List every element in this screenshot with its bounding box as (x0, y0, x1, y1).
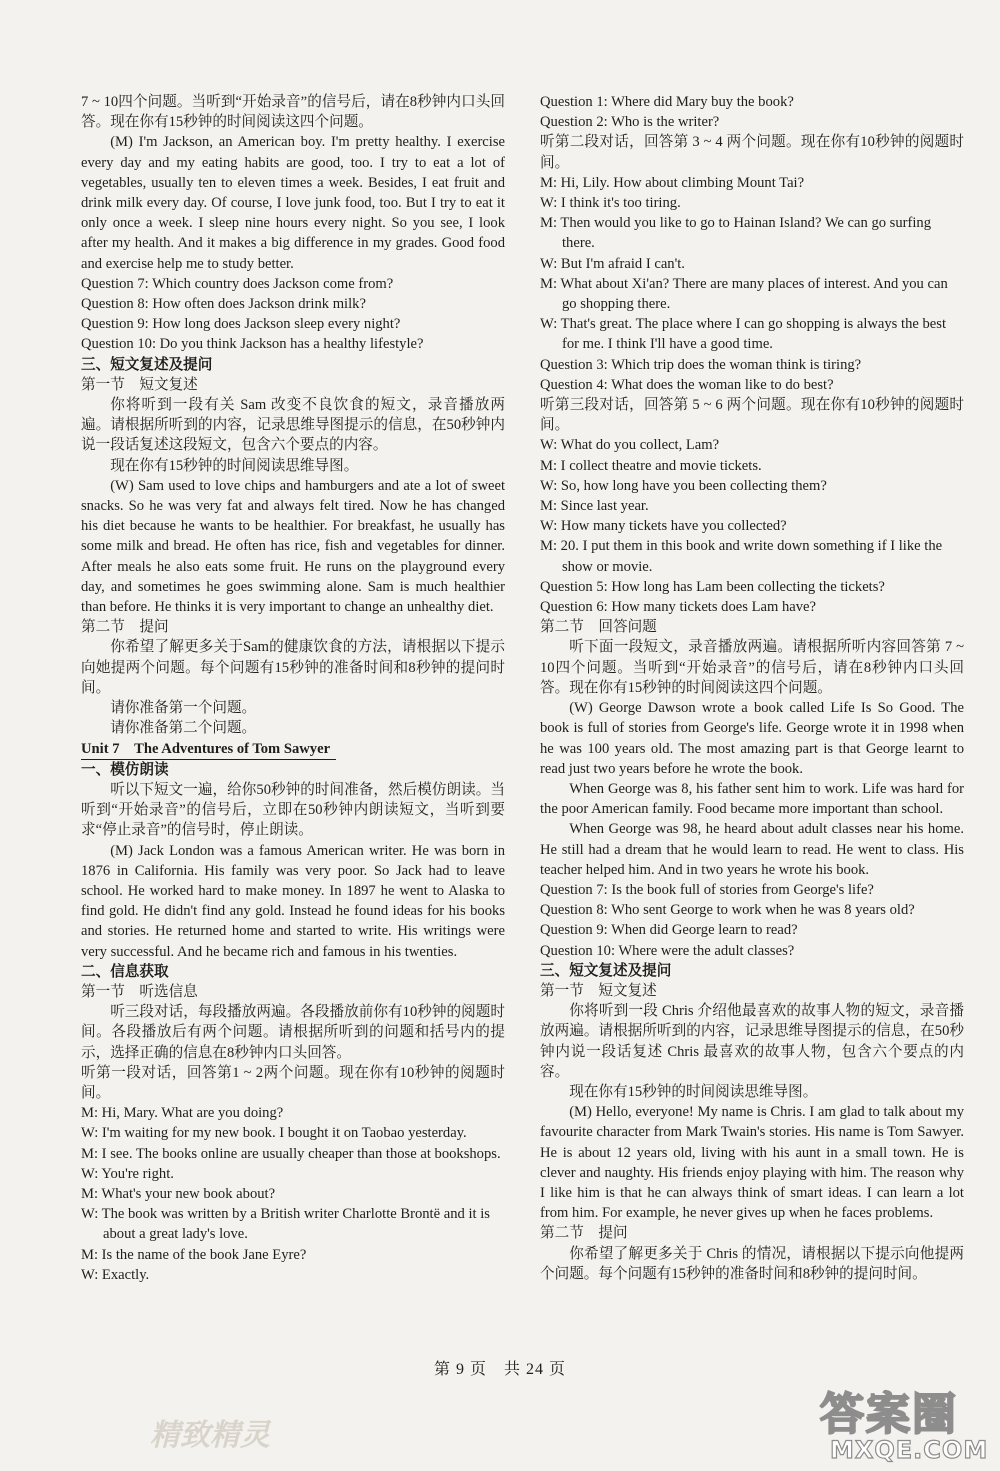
watermark-faded: 精致精灵 (150, 1418, 270, 1453)
watermark-logo-text: 答案圈 (820, 1389, 958, 1440)
paragraph: (W) Sam used to love chips and hamburgers and ate a lot of sweet snacks. So he was very fat and always felt tired. Now he has changed his diet because he wants to be healthier. For breakfast, he usually has some milk and bread. He often has rice, fish and vegetables for dinner. After meals he also eats some fruit. He runs on the playground every day, and sometimes he goes swimming alone. Sam is much healthier than before. He thinks it is very important to change an unhealthy diet. (81, 477, 505, 616)
subsection-heading: 第二节 回答问题 (540, 619, 657, 636)
left-column (81, 92, 505, 1285)
dialogue-line: W: That's great. The place where I can go shopping is always the best for me. I think I'll have a good time. (540, 316, 946, 353)
dialogue-line: M: Hi, Mary. What are you doing? (81, 1105, 284, 1122)
dialogue-line: M: Hi, Lily. How about climbing Mount Tai? (540, 174, 805, 191)
dialogue-line: M: Since last year. (540, 498, 649, 515)
dialogue-line: M: I see. The books online are usually cheaper than those at bookshops. (81, 1145, 501, 1162)
paragraph: (M) Jack London was a famous American writer. He was born in 1876 in California. His family was very poor. So Jack had to leave school. He worked hard to make money. In 1897 he went to Alaska to find gold. He didn't find any gold. Instead he found ideas for his books and stories. He returned home and started to write. His writings were very successful. And he became rich and famous in his twenties. (81, 842, 505, 960)
dialogue-line: W: The book was written by a British writer Charlotte Brontë and it is about a great lady's love. (81, 1206, 490, 1243)
question-line: Question 3: Which trip does the woman think is tiring? (540, 356, 862, 373)
dialogue-line: W: What do you collect, Lam? (540, 437, 720, 454)
paragraph: 你希望了解更多关于Sam的健康饮食的方法，请根据以下提示向她提两个问题。每个问题有15秒钟的准备时间和8秒钟的提问时间。 (81, 639, 505, 696)
watermark-url: MXQE.COM (830, 1436, 989, 1464)
paragraph: (W) George Dawson wrote a book called Life Is So Good. The book is full of stories from George's life. George wrote it in 1998 when he was 100 years old. The most amazing part is that George learnt to read just two years before he wrote the book. (540, 700, 964, 777)
subsection-heading: 第二节 提问 (540, 1225, 628, 1242)
watermark-logo (820, 1378, 990, 1466)
paragraph: 听下面一段短文，录音播放两遍。请根据所听内容回答第 7 ~ 10四个问题。当听到“开始录音”的信号后，请在8秒钟内口头回答。现在你有15秒钟的时间阅读这四个问题。 (540, 639, 964, 696)
paragraph: 听第一段对话，回答第1 ~ 2两个问题。现在你有10秒钟的阅题时间。 (81, 1064, 505, 1101)
paragraph: When George was 98, he heard about adult classes near his home. He still had a dream that he would learn to read. He went to class. His teacher helped him. And in two years he wrote his book. (540, 821, 964, 878)
dialogue-line: M: What's your new book about? (81, 1185, 276, 1202)
dialogue-line: M: I collect theatre and movie tickets. (540, 457, 762, 474)
dialogue-line: M: Is the name of the book Jane Eyre? (81, 1246, 307, 1263)
paragraph: 你将听到一段 Chris 介绍他最喜欢的故事人物的短文，录音播放两遍。请根据所听到的内容，记录思维导图提示的信息，在50秒钟内说一段话复述 Chris 最喜欢的故事人物，包含六个要点的内容。 (540, 1003, 964, 1080)
question-line: Question 2: Who is the writer? (540, 114, 720, 131)
question-line: Question 9: How long does Jackson sleep every night? (81, 316, 401, 333)
question-line: Question 7: Which country does Jackson come from? (81, 275, 394, 292)
dialogue-line: W: Exactly. (81, 1266, 150, 1283)
paragraph: (M) I'm Jackson, an American boy. I'm pretty healthy. I exercise every day and my eating habits are good, too. I try to eat a lot of vegetables, usually ten to eleven times a week. Besides, I eat fruit and drink milk every day. Of course, I love junk food, too. But I try to eat it only once a week. I sleep nine hours every night. So you see, I look after my health. And it makes a big difference in my grades. Good food and exercise help me to study better. (81, 134, 505, 272)
question-line: Question 6: How many tickets does Lam have? (540, 599, 816, 616)
paragraph: 听第三段对话，回答第 5 ~ 6 两个问题。现在你有10秒钟的阅题时间。 (540, 397, 964, 434)
question-line: Question 9: When did George learn to read? (540, 922, 798, 939)
page-footer: 第 9 页 共 24 页 (433, 1361, 566, 1378)
paragraph: 听以下短文一遍，给你50秒钟的时间准备，然后模仿朗读。当听到“开始录音”的信号后，立即在50秒钟内朗读短文，当听到要求“停止录音”的信号时，停止朗读。 (81, 781, 505, 839)
paragraph: 你将听到一段有关 Sam 改变不良饮食的短文，录音播放两遍。请根据所听到的内容，记录思维导图提示的信息，在50秒钟内说一段话复述这段短文，包含六个要点的内容。 (81, 397, 505, 454)
dialogue-line: W: How many tickets have you collected? (540, 518, 787, 535)
question-line: Question 8: How often does Jackson drink milk? (81, 296, 366, 313)
subsection-heading: 第一节 短文复述 (81, 376, 198, 393)
paragraph: 听三段对话，每段播放两遍。各段播放前你有10秒钟的阅题时间。各段播放后有两个问题。请根据所听到的问题和括号内的提示，选择正确的信息在8秒钟内口头回答。 (81, 1004, 505, 1061)
dialogue-line: M: What about Xi'an? There are many places of interest. And you can go shopping there. (540, 275, 948, 313)
dialogue-line: W: I'm waiting for my new book. I bought it on Taobao yesterday. (81, 1125, 467, 1142)
question-line: Question 10: Do you think Jackson has a healthy lifestyle? (81, 336, 424, 353)
question-line: Question 8: Who sent George to work when he was 8 years old? (540, 902, 915, 919)
section-heading: 三、短文复述及提问 (81, 356, 213, 373)
dialogue-line: W: But I'm afraid I can't. (540, 255, 685, 272)
paragraph: 请你准备第一个问题。 (110, 700, 257, 717)
question-line: Question 1: Where did Mary buy the book? (540, 94, 794, 110)
question-line: Question 10: Where were the adult classes? (540, 942, 795, 959)
paragraph: 现在你有15秒钟的时间阅读思维导图。 (110, 457, 359, 474)
paragraph: 请你准备第二个问题。 (110, 720, 257, 737)
paragraph: (M) Hello, everyone! My name is Chris. I am glad to talk about my favourite character from Mark Twain's stories. His name is Tom Sawyer. He is about 12 years old, living with his aunt in a small town. He is clever and naughty. His friends enjoy playing with him. The reason why I like him is that he can always think of smart ideas. I can learn a lot from him. For example, he never gives up when he faces problems. (540, 1104, 964, 1222)
dialogue-line: W: You're right. (81, 1165, 174, 1182)
question-line: Question 4: What does the woman like to do best? (540, 376, 834, 393)
subsection-heading: 第一节 短文复述 (540, 982, 657, 999)
paragraph: 你希望了解更多关于 Chris 的情况，请根据以下提示向他提两个问题。每个问题有15秒钟的准备时间和8秒钟的提问时间。 (540, 1245, 964, 1282)
paragraph: 7 ~ 10四个问题。当听到“开始录音”的信号后，请在8秒钟内口头回答。现在你有15秒钟的时间阅读这四个问题。 (81, 94, 505, 131)
dialogue-line: M: 20. I put them in this book and write down something if I like the show or movie. (540, 538, 943, 575)
unit-title: Unit 7 The Adventures of Tom Sawyer (81, 739, 336, 760)
section-heading: 二、信息获取 (81, 963, 169, 980)
paragraph: 现在你有15秒钟的时间阅读思维导图。 (569, 1083, 818, 1100)
question-line: Question 7: Is the book full of stories from George's life? (540, 881, 874, 898)
right-column (540, 92, 964, 1284)
section-heading: 三、短文复述及提问 (540, 962, 672, 979)
dialogue-line: W: I think it's too tiring. (540, 195, 681, 212)
dialogue-line: M: Then would you like to go to Hainan Island? We can go surfing there. (540, 215, 932, 252)
question-line: Question 5: How long has Lam been collecting the tickets? (540, 578, 885, 595)
subsection-heading: 第二节 提问 (81, 619, 169, 636)
dialogue-line: W: So, how long have you been collecting them? (540, 477, 827, 494)
subsection-heading: 第一节 听选信息 (81, 983, 198, 1000)
paragraph: When George was 8, his father sent him to work. Life was hard for the poor American family. Food became more important than school. (540, 780, 964, 818)
section-heading: 一、模仿朗读 (81, 761, 169, 778)
paragraph: 听第二段对话，回答第 3 ~ 4 两个问题。现在你有10秒钟的阅题时间。 (540, 134, 964, 171)
